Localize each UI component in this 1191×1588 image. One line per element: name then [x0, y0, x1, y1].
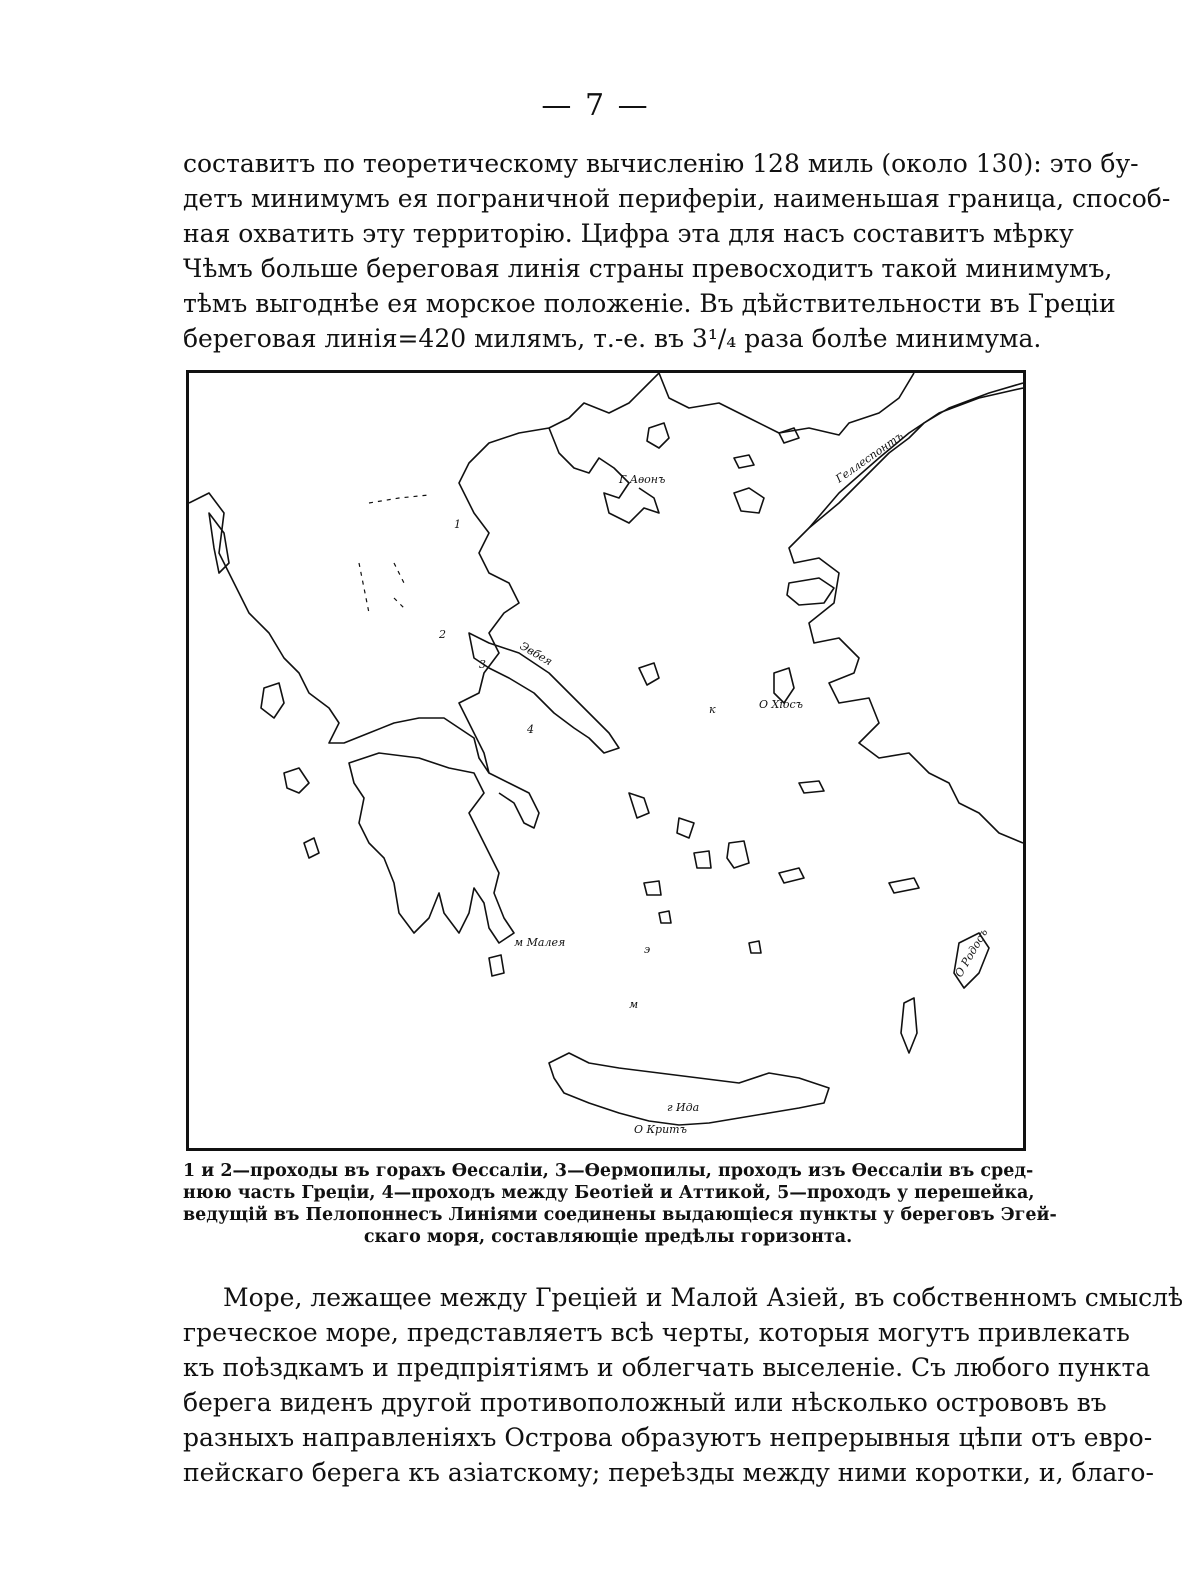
page-number: — 7 — — [541, 88, 650, 123]
coast-thrace — [659, 373, 914, 435]
label-hellespont: Геллеспонтъ — [833, 429, 906, 486]
text-line: детъ минимумъ ея пограничной периферіи, наименьшая граница, способ- — [183, 184, 1171, 213]
caption-line: ведущій въ Пелопоннесъ Линіями соединены выдающіеся пункты у береговъ Эгей- — [183, 1205, 1057, 1225]
mark-2: 2 — [439, 628, 446, 641]
island-lefkada — [261, 683, 284, 718]
island-lesbos — [787, 578, 834, 605]
text-line: къ поѣздкамъ и предпріятіямъ и облегчать выселеніе. Съ любого пункта — [183, 1353, 1151, 1382]
map-figure — [186, 370, 1026, 1151]
label-rhodes: О Родосъ — [952, 926, 991, 980]
text-line: греческое море, представляетъ всѣ черты, которыя могутъ привлекать — [183, 1318, 1130, 1347]
island-milos — [644, 881, 661, 895]
text-line: пейскаго берега къ азіатскому; переѣзды между ними коротки, и, благо- — [183, 1458, 1154, 1487]
text-line: тѣмъ выгоднѣе ея морское положеніе. Въ дѣйствительности въ Греціи — [183, 289, 1116, 318]
mark-k: к — [709, 703, 716, 716]
island-kefalonia — [284, 768, 309, 793]
coast-asia-minor — [789, 383, 1023, 843]
island-thera — [749, 941, 761, 953]
mark-1: 1 — [454, 518, 461, 531]
island-skyros — [639, 663, 659, 685]
island-crete — [549, 1053, 829, 1125]
label-malea: м Малея — [514, 936, 566, 949]
island-lemnos — [734, 488, 764, 513]
island-samos — [799, 781, 824, 793]
island-paros — [694, 851, 711, 868]
figure-caption — [183, 1160, 1057, 1248]
coast-peloponnese — [349, 753, 514, 943]
text-line: разныхъ направленіяхъ Острова образуютъ непрерывныя цѣпи отъ евро- — [183, 1423, 1153, 1452]
island-thasos — [647, 423, 669, 448]
label-crete: О Критъ — [634, 1123, 687, 1136]
mark-m: м — [629, 998, 639, 1011]
label-athos: Г Аѳонъ — [619, 473, 666, 486]
island-amorgos — [779, 868, 804, 883]
island-kos — [889, 878, 919, 893]
horizon-lines — [359, 495, 429, 613]
text-line: Чѣмъ больше береговая линія страны превосходитъ такой минимумъ, — [183, 254, 1113, 283]
coast-attica — [489, 773, 539, 828]
bottom-paragraph — [183, 1280, 1184, 1490]
mark-e: э — [644, 943, 651, 956]
island-andros — [629, 793, 649, 818]
mark-3: 3 — [479, 658, 486, 671]
text-line: береговая линія=420 милямъ, т.-е. въ 3¹/₄ раза болѣе минимума. — [183, 324, 1042, 353]
top-paragraph — [183, 146, 1171, 356]
text-line: составитъ по теоретическому вычисленію 128 миль (около 130): это бу- — [183, 149, 1139, 178]
map-drawing — [189, 373, 1023, 1148]
label-chios: О Хіосъ — [759, 698, 803, 711]
caption-line: 1 и 2—проходы въ горахъ Ѳессаліи, 3—Ѳермопилы, проходъ изъ Ѳессаліи въ сред- — [183, 1161, 1034, 1181]
mark-4: 4 — [527, 723, 534, 736]
coast-hellespont — [809, 388, 1023, 528]
text-line: Море, лежащее между Греціей и Малой Азіей, въ собственномъ смыслѣ — [223, 1283, 1184, 1312]
text-line: ная охватить эту территорію. Цифра эта для насъ составитъ мѣрку — [183, 219, 1074, 248]
island-tinos — [677, 818, 694, 838]
label-ida: г Ида — [667, 1101, 700, 1114]
island-naxos — [727, 841, 749, 868]
caption-line: скаго моря, составляющіе предѣлы горизонта. — [363, 1227, 853, 1247]
caption-line: нюю часть Греціи, 4—проходъ между Беотіей и Аттикой, 5—проходъ у перешейка, — [183, 1183, 1035, 1203]
island-karpathos — [901, 998, 917, 1053]
island-imbros — [779, 428, 799, 443]
island-corfu — [209, 513, 229, 573]
text-line: берега виденъ другой противоположный или нѣсколько острововъ въ — [183, 1388, 1107, 1417]
island-serifos — [659, 911, 671, 923]
island-samothrace — [734, 455, 754, 468]
island-kythira — [489, 955, 504, 976]
island-zakynthos — [304, 838, 319, 858]
label-euboea: Эвбея — [517, 639, 555, 669]
